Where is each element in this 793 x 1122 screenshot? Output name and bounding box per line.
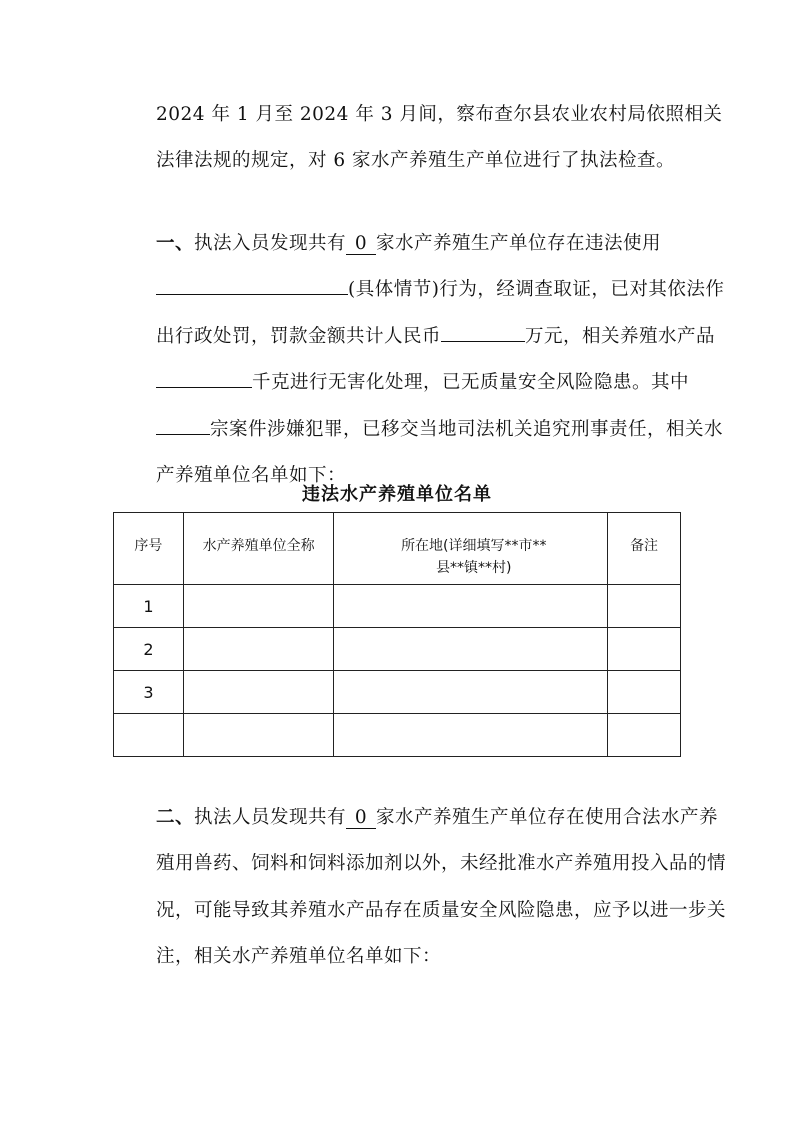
cell-location[interactable] xyxy=(334,585,608,628)
section2-text-1: 执法人员发现共有 xyxy=(194,807,347,828)
cell-remarks[interactable] xyxy=(608,628,681,671)
cell-location[interactable] xyxy=(334,671,608,714)
table-title: 违法水产养殖单位名单 xyxy=(302,484,492,505)
cell-unit-name[interactable] xyxy=(183,671,334,714)
violation-details-field[interactable] xyxy=(156,294,348,295)
header-location: 所在地(详细填写**市**县**镇**村) xyxy=(334,513,608,585)
cell-unit-name[interactable] xyxy=(183,714,334,757)
cell-remarks[interactable] xyxy=(608,585,681,628)
table-row xyxy=(114,714,681,757)
cell-seq: 2 xyxy=(114,628,184,671)
table-row xyxy=(114,585,681,628)
cell-remarks[interactable] xyxy=(608,671,681,714)
cell-location[interactable] xyxy=(334,628,608,671)
table-header-row xyxy=(114,513,681,585)
section2-paragraph xyxy=(110,795,730,981)
section1-text-2: 家水产养殖生产单位存在违法使用 xyxy=(376,233,662,254)
section1-text-6: 宗案件涉嫌犯罪，已移交当地司法机关追究刑事责任，相关水产养殖单位名单如下： xyxy=(156,418,724,487)
cell-seq: 1 xyxy=(114,585,184,628)
section1-paragraph xyxy=(110,221,730,499)
cell-seq: 3 xyxy=(114,671,184,714)
section1-text-4: 万元，相关养殖水产品 xyxy=(525,325,716,347)
violator-table xyxy=(113,512,681,757)
criminal-cases-field[interactable] xyxy=(156,434,210,435)
section1-number: 一、 xyxy=(156,233,195,254)
section2-number: 二、 xyxy=(156,807,195,828)
table-row xyxy=(114,671,681,714)
cell-seq xyxy=(114,714,184,757)
cell-unit-name[interactable] xyxy=(183,628,334,671)
header-remarks: 备注 xyxy=(608,513,681,585)
fine-amount-field[interactable] xyxy=(441,341,525,342)
section2-count-field[interactable]: 0 xyxy=(346,808,376,829)
section1-text-3: (具体情节)行为，经调查取证，已对其依法作出行政处罚，罚款金额共计人民币 xyxy=(156,279,725,347)
intro-paragraph: 2024 年 1 月至 2024 年 3 月间，察布查尔县农业农村局依照相关法律法规的规定，对 6 家水产养殖生产单位进行了执法检查。 xyxy=(156,104,723,172)
section1-count-field[interactable]: 0 xyxy=(346,234,376,255)
cell-unit-name[interactable] xyxy=(183,585,334,628)
section2-text-2: 家水产养殖生产单位存在使用合法水产养殖用兽药、饲料和饲料添加剂以外，未经批准水产养殖用投入品的情况，可能导致其养殖水产品存在质量安全风险隐患，应予以进一步关注，相关水产养殖单位名单如下： xyxy=(156,807,727,968)
cell-remarks[interactable] xyxy=(608,714,681,757)
section1-text-5: 千克进行无害化处理，已无质量安全风险隐患。其中 xyxy=(252,372,690,394)
header-seq: 序号 xyxy=(114,513,184,585)
cell-location[interactable] xyxy=(334,714,608,757)
product-weight-field[interactable] xyxy=(156,387,252,388)
table-row xyxy=(114,628,681,671)
header-unit-name: 水产养殖单位全称 xyxy=(183,513,334,585)
section1-text-1: 执法入员发现共有 xyxy=(194,233,347,254)
